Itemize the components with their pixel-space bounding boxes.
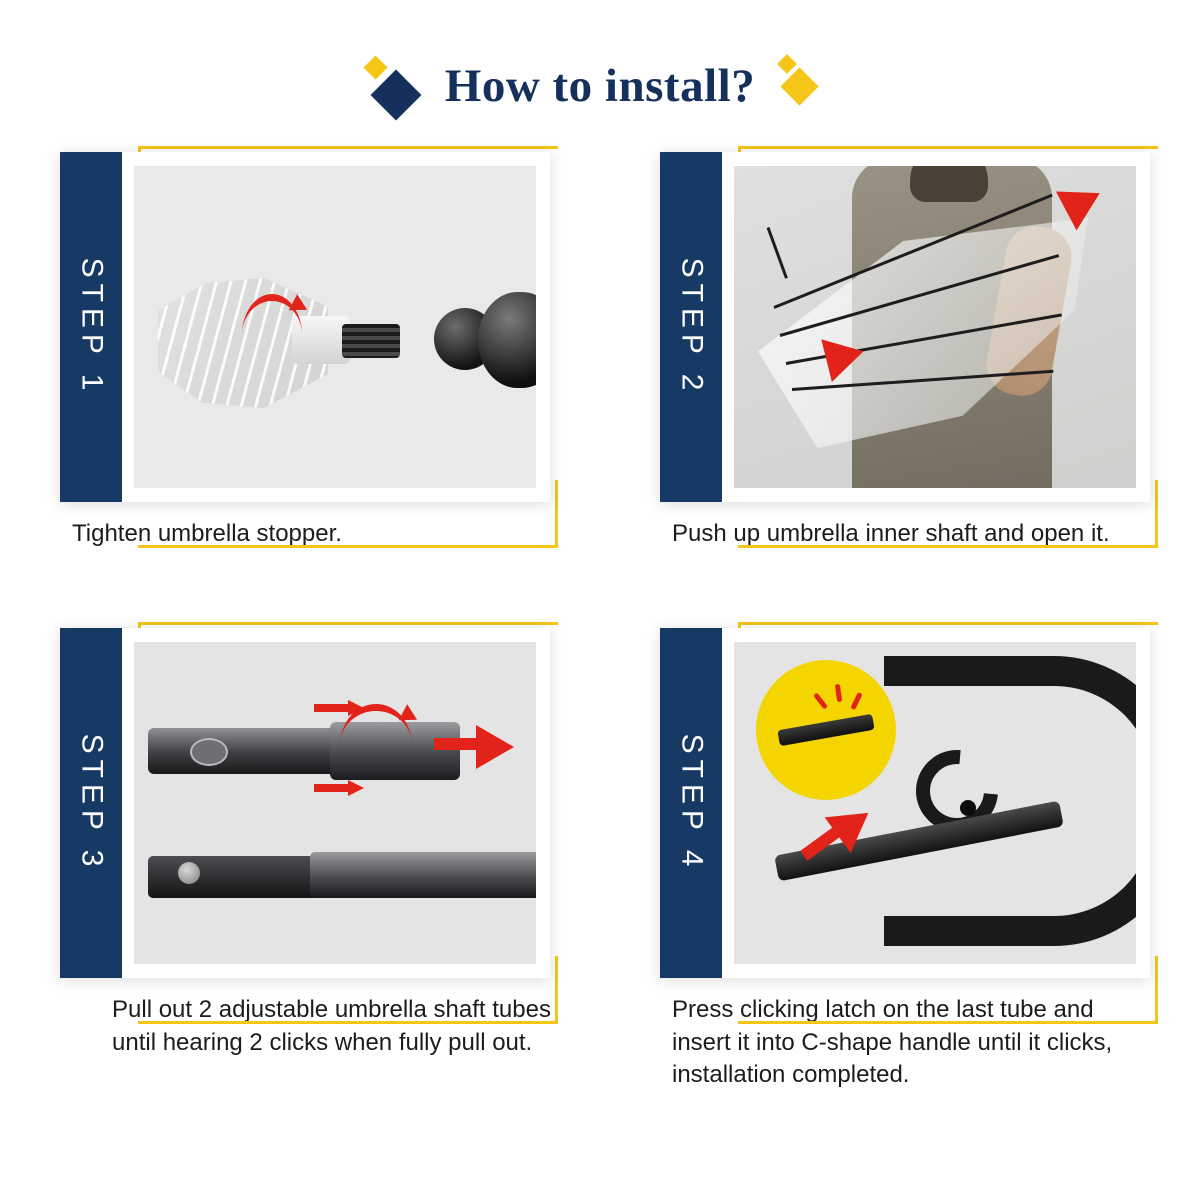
step-card-3 bbox=[60, 628, 550, 978]
zoom-callout-circle bbox=[756, 660, 896, 800]
step-card-1 bbox=[60, 152, 550, 502]
step-image-4 bbox=[734, 642, 1136, 964]
diamond-decoration-right-icon bbox=[777, 55, 833, 117]
steps-grid bbox=[0, 140, 1200, 1112]
step-badge-4 bbox=[660, 628, 722, 978]
step-badge-label-4: STEP 4 bbox=[675, 733, 708, 873]
step-image-2 bbox=[734, 166, 1136, 488]
page-title-row bbox=[0, 46, 1200, 126]
step-cell-2 bbox=[600, 140, 1200, 570]
step-image-1 bbox=[134, 166, 536, 488]
step-caption-1: Tighten umbrella stopper. bbox=[72, 520, 342, 547]
step-caption-2: Push up umbrella inner shaft and open it. bbox=[672, 520, 1110, 547]
step-card-2 bbox=[660, 152, 1150, 502]
steps-row-1 bbox=[0, 140, 1200, 570]
step-badge-label-1: STEP 1 bbox=[75, 257, 108, 397]
click-spark-icon bbox=[818, 678, 864, 716]
step-badge-2 bbox=[660, 152, 722, 502]
stopper-cap-part bbox=[434, 286, 536, 394]
step-badge-label-3: STEP 3 bbox=[75, 733, 108, 873]
step-card-4 bbox=[660, 628, 1150, 978]
step-cell-1 bbox=[0, 140, 600, 570]
shaft-tube-lower-outer bbox=[310, 852, 536, 898]
umbrella-screw-thread bbox=[342, 324, 400, 358]
step-image-3 bbox=[134, 642, 536, 964]
step-caption-3: Pull out 2 adjustable umbrella shaft tubes until hearing 2 clicks when fully pull out. bbox=[112, 996, 551, 1056]
shaft-tube-upper-inner bbox=[148, 728, 348, 774]
shaft-tube-lower-inner bbox=[148, 856, 328, 898]
person-head bbox=[910, 166, 988, 202]
pull-arrow-large bbox=[476, 725, 514, 769]
latch-pin bbox=[777, 714, 874, 746]
step-badge-3 bbox=[60, 628, 122, 978]
step-caption-4: Press clicking latch on the last tube and insert it into C-shape handle until it clicks, installation completed. bbox=[672, 996, 1113, 1089]
page-title: How to install? bbox=[444, 60, 756, 112]
diamond-decoration-left-icon bbox=[367, 55, 423, 117]
step-badge-1 bbox=[60, 152, 122, 502]
step-cell-4 bbox=[600, 616, 1200, 1111]
step-badge-label-2: STEP 2 bbox=[675, 257, 708, 397]
pull-arrow-small-2 bbox=[348, 780, 364, 796]
steps-row-2 bbox=[0, 616, 1200, 1111]
step-cell-3 bbox=[0, 616, 600, 1111]
